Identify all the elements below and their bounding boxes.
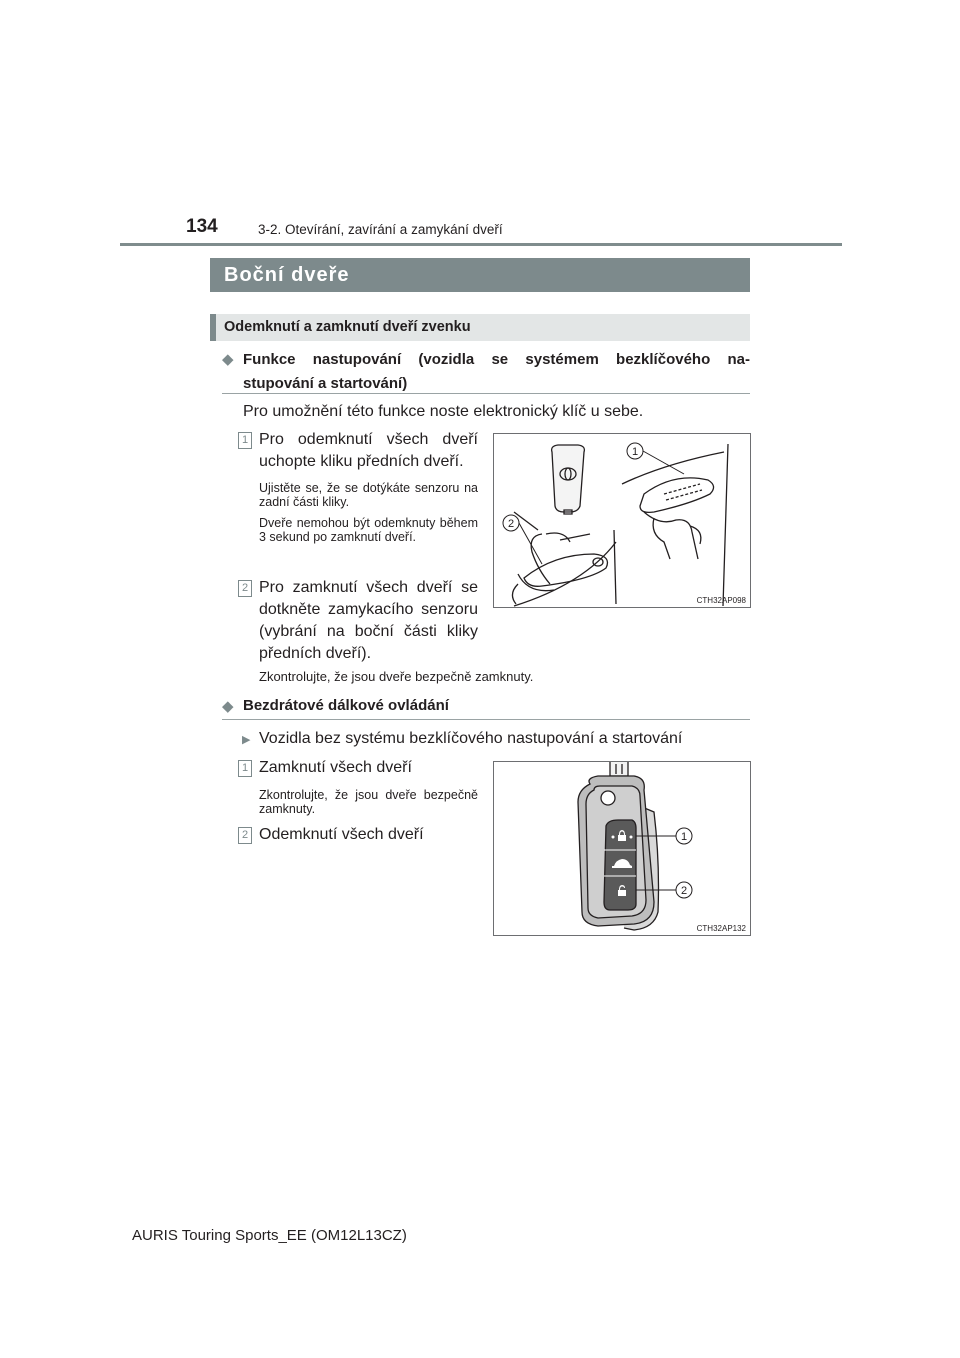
item1-heading-line1: Funkce nastupování (vozidla se systémem bezklíčového na-: [243, 351, 750, 368]
item1-step1-note1: Ujistěte se, že se dotýkáte senzoru na zadní části kliky.: [259, 481, 478, 509]
subheading: Odemknutí a zamknutí dveří zvenku: [224, 319, 471, 335]
footer-manual-id: AURIS Touring Sports_EE (OM12L13CZ): [132, 1227, 407, 1244]
smart-key-door-illustration: [494, 434, 750, 607]
header-rule: [120, 243, 842, 246]
figure-smart-key-door-handle: [493, 433, 751, 608]
item1-closing-note: Zkontrolujte, že jsou dveře bezpečně zamknuty.: [259, 669, 534, 684]
item2-subitem: Vozidla bez systému bezklíčového nastupování a startování: [259, 730, 683, 747]
figure1-callout-2: 2: [507, 518, 515, 530]
item2-step2-text: Odemknutí všech dveří: [259, 826, 424, 843]
figure1-code: CTH32AP098: [696, 596, 746, 605]
item1-step2-text: Pro zamknutí všech dveří se dotkněte zamykacího senzoru (vybrání na boční části kliky předních dveří).: [259, 579, 478, 662]
figure2-callout-1: 1: [680, 831, 688, 843]
diamond-icon: ◆: [222, 351, 234, 368]
section-reference: 3-2. Otevírání, zavírání a zamykání dveří: [258, 222, 503, 237]
unlock-icon: [618, 890, 626, 896]
figure-remote-key: [493, 761, 751, 936]
figure2-code: CTH32AP132: [696, 924, 746, 933]
remote-key-illustration: [494, 762, 750, 935]
item2-step1-text: Zamknutí všech dveří: [259, 759, 412, 776]
triangle-icon: ▶: [242, 734, 251, 746]
page-title: Boční dveře: [224, 264, 350, 286]
subheading-bar: [210, 314, 750, 341]
item1-heading-line2: stupování a startování): [243, 375, 408, 392]
page-number: 134: [186, 216, 218, 237]
item1-heading: [243, 348, 750, 396]
subheading-accent: [210, 314, 216, 341]
step-number-1: 1: [238, 760, 252, 777]
item2-step1-note: Zkontrolujte, že jsou dveře bezpečně zamknuty.: [259, 788, 478, 816]
item1-step1-text: Pro odemknutí všech dveří uchopte kliku předních dveří.: [259, 431, 478, 470]
item2-heading: Bezdrátové dálkové ovládání: [243, 697, 449, 714]
lock-icon: [618, 835, 626, 841]
figure1-callout-1: 1: [631, 446, 639, 458]
item1-step1-note2: Dveře nemohou být odemknuty během 3 sekund po zamknutí dveří.: [259, 516, 478, 544]
step-number-1: 1: [238, 432, 252, 449]
step-number-2: 2: [238, 580, 252, 597]
step-number-2: 2: [238, 827, 252, 844]
title-bar: [210, 258, 750, 292]
figure2-callout-2: 2: [680, 885, 688, 897]
item1-intro: Pro umožnění této funkce noste elektronický klíč u sebe.: [243, 403, 644, 420]
diamond-icon: ◆: [222, 698, 234, 715]
item1-rule: [222, 393, 750, 394]
item2-rule: [222, 719, 750, 720]
